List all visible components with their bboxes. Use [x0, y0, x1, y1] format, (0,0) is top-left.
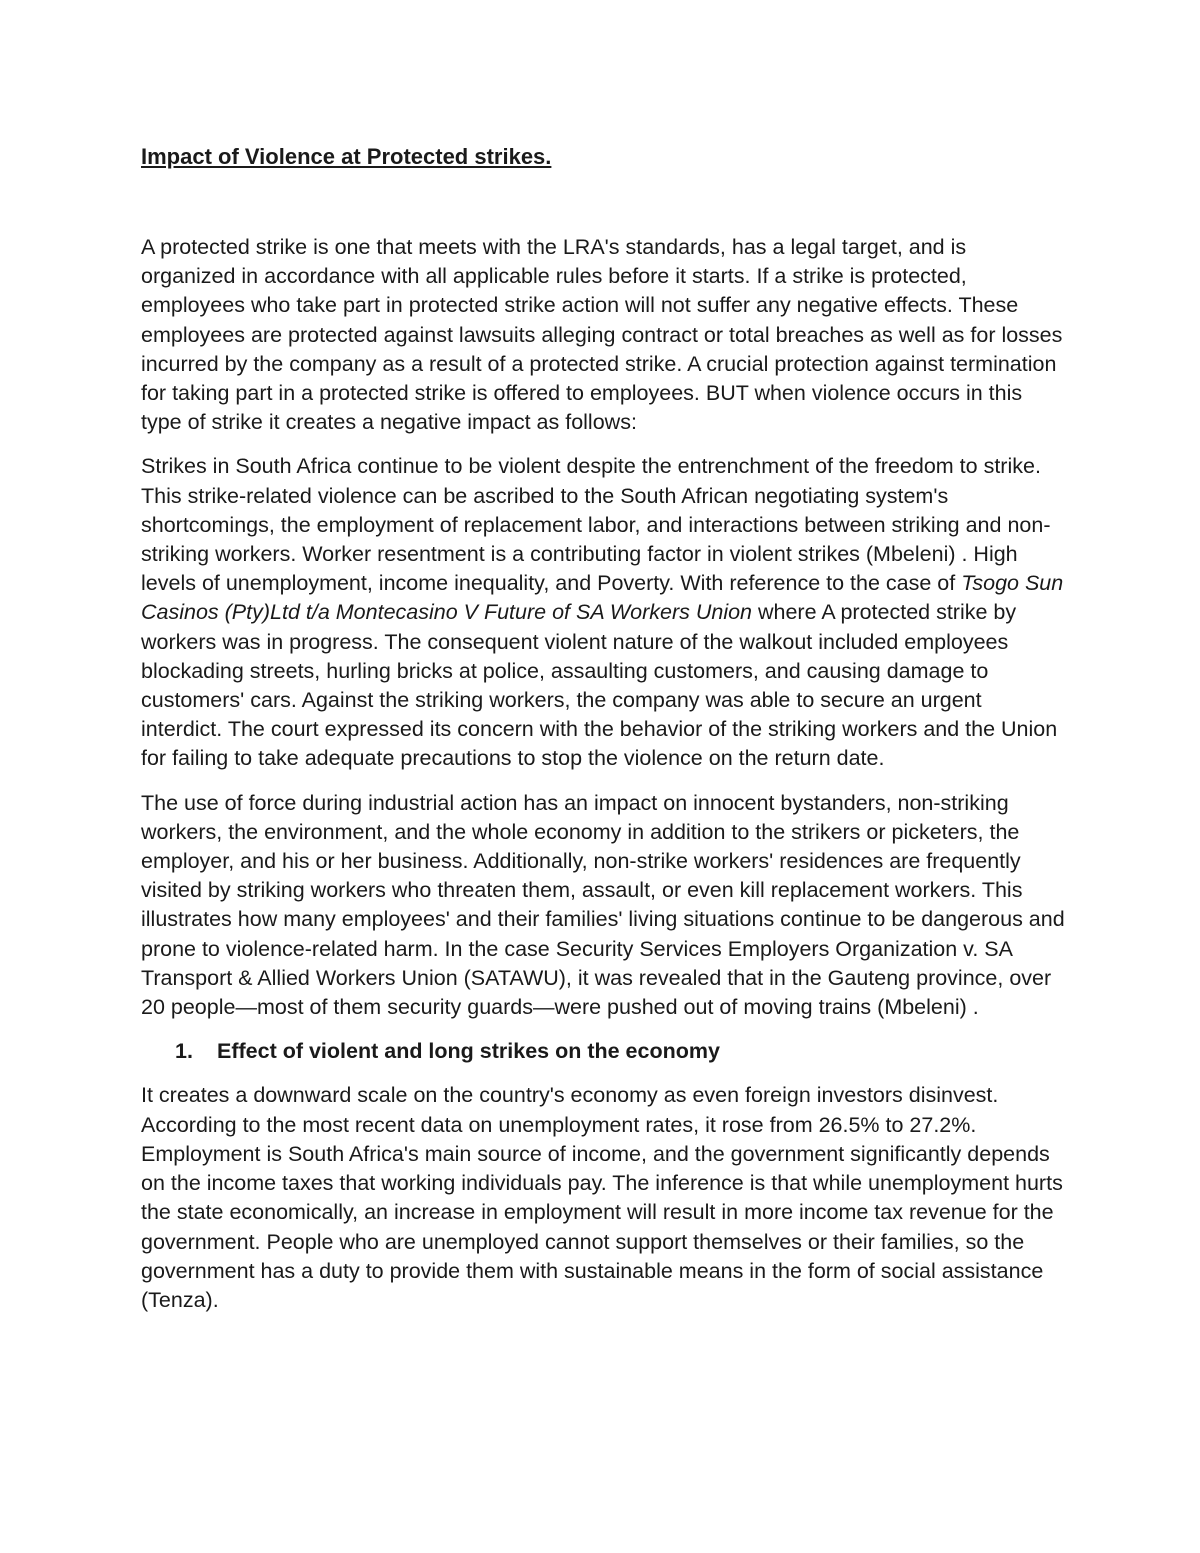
paragraph-economy: It creates a downward scale on the country's economy as even foreign investors disinvest. According to the most recent data on unemployment rates, it rose from 26.5% to 27.2%. Employment is South Africa's main source of income, and the government significantly depends on the income taxes that working individuals pay. The inference is that while unemployment hurts the state economically, an increase in employment will result in more income tax revenue for the government. People who are unemployed cannot support themselves or their families, so the government has a duty to provide them with sustainable means in the form of social assistance (Tenza).: [141, 1083, 1063, 1312]
paragraph-text: Strikes in South Africa continue to be violent despite the entrenchment of the freedom to strike. This strike-related violence can be ascribed to the South African negotiating system's shortcomings, the employment of replacement labor, and interactions between striking and non-striking workers. Worker resentment is a contributing factor in violent strikes (Mbeleni) . High levels of unemployment, income inequality, and Poverty. With reference to the case of: [141, 454, 1051, 596]
paragraph-text: where A protected strike by workers was in progress. The consequent violent nature of the walkout included employees blockading streets, hurling bricks at police, assaulting customers, and causing damage to customers' cars. Against the striking workers, the company was able to secure an urgent interdict. The court expressed its concern with the behavior of the striking workers and the Union for failing to take adequate precautions to stop the violence on the return date.: [141, 600, 1058, 771]
section-heading-text: Effect of violent and long strikes on the economy: [217, 1039, 720, 1064]
paragraph-use-of-force: The use of force during industrial action has an impact on innocent bystanders, non-striking workers, the environment, and the whole economy in addition to the strikers or picketers, the employer, and his or her business. Additionally, non-strike workers' residences are frequently visited by striking workers who threaten them, assault, or even kill replacement workers. This illustrates how many employees' and their families' living situations continue to be dangerous and prone to violence-related harm. In the case Security Services Employers Organization v. SA Transport & Allied Workers Union (SATAWU), it was revealed that in the Gauteng province, over 20 people—most of them security guards—were pushed out of moving trains (Mbeleni) .: [141, 790, 1065, 1020]
section-heading: [141, 1037, 1066, 1066]
document-page: [141, 140, 1066, 1315]
section-number: 1.: [175, 1039, 193, 1064]
document-title: Impact of Violence at Protected strikes.: [141, 144, 552, 169]
paragraph-strike-violence: [141, 452, 1066, 773]
case-citation: Tsogo Sun Casinos (Pty)Ltd t/a Montecasino V Future of SA Workers Union: [141, 571, 1064, 625]
paragraph-protected-strike: A protected strike is one that meets with the LRA's standards, has a legal target, and is organized in accordance with all applicable rules before it starts. If a strike is protected, employees who take part in protected strike action will not suffer any negative effects. These employees are protected against lawsuits alleging contract or total breaches as well as for losses incurred by the company as a result of a protected strike. A crucial protection against termination for taking part in a protected strike is offered to employees. BUT when violence occurs in this type of strike it creates a negative impact as follows:: [141, 235, 1063, 435]
